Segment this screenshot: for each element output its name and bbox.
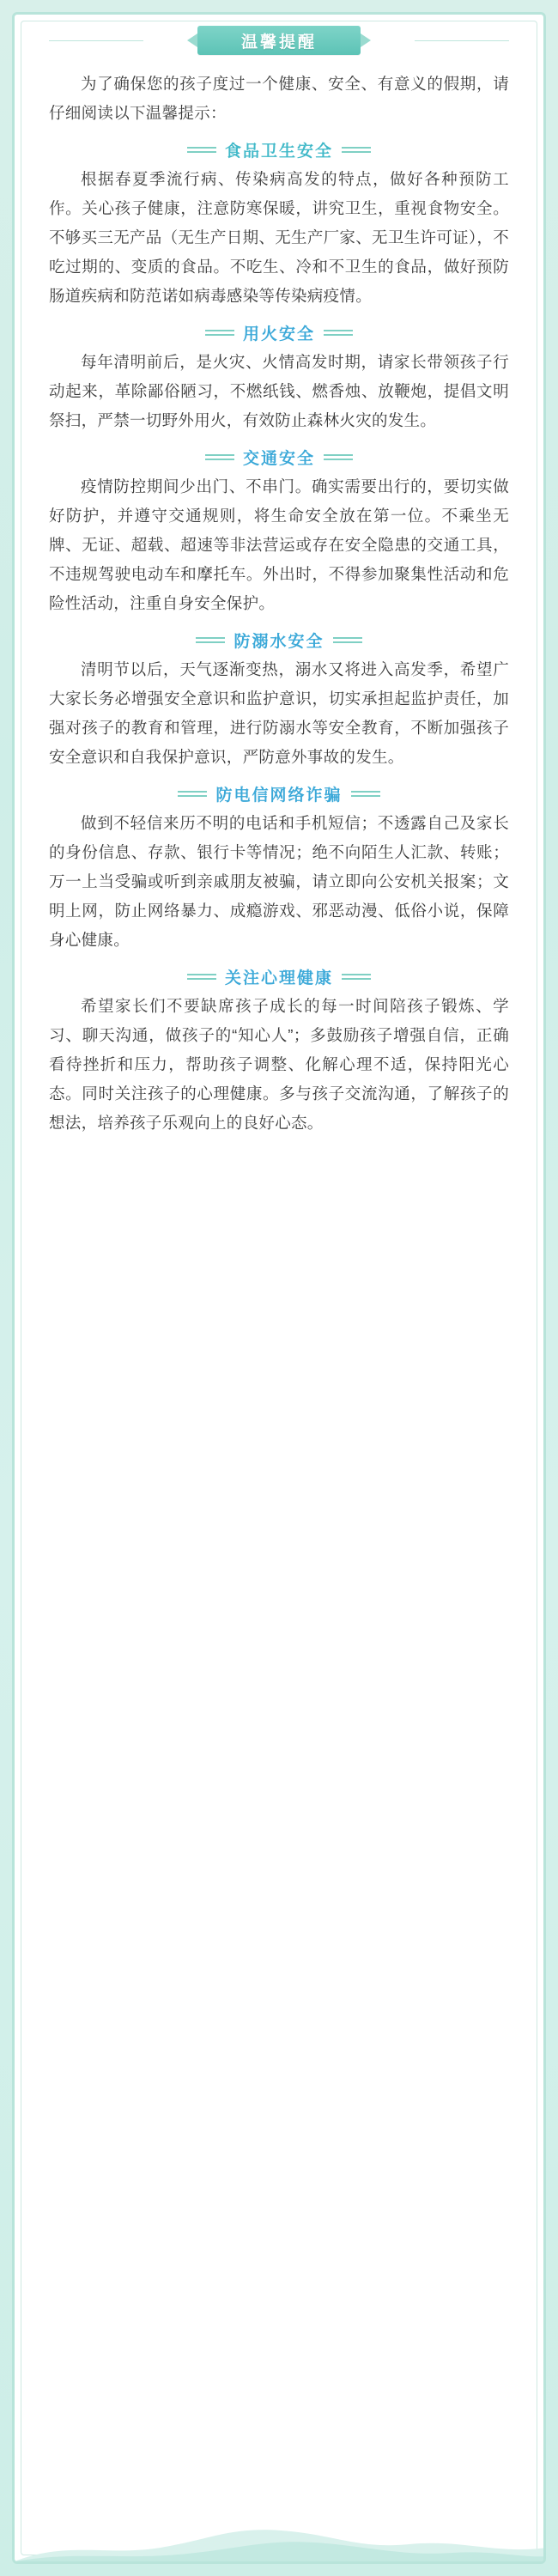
dash-right-icon: [351, 790, 380, 798]
section-body-traffic: 疫情防控期间少出门、不串门。确实需要出行的，要切实做好防护，并遵守交通规则，将生命安全放在第一位。不乘坐无牌、无证、超载、超速等非法营运或存在安全隐患的交通工具，不违规驾驶电动车和摩托车。外出时，不得参加聚集性活动和危险性活动，注重自身安全保护。: [49, 477, 509, 612]
dash-left-icon: [196, 636, 225, 644]
section-header-traffic: [49, 446, 509, 469]
banner-title: 温馨提醒: [240, 33, 317, 52]
section-body-fraud: 做到不轻信来历不明的电话和手机短信；不透露自己及家长的身份信息、存款、银行卡等情况；绝不向陌生人汇款、转账；万一上当受骗或听到亲戚朋友被骗，请立即向公安机关报案；文明上网，防止网络暴力、成瘾游戏、邪恶动漫、低俗小说，保障身心健康。: [49, 814, 509, 949]
header-divider-right: [415, 40, 509, 41]
dash-left-icon: [205, 329, 234, 337]
section-body-mental: 希望家长们不要缺席孩子成长的每一时间陪孩子锻炼、学习、聊天沟通，做孩子的“知心人”；多鼓励孩子增强自信，正确看待挫折和压力，帮助孩子调整、化解心理不适，保持阳光心态。同时关注孩子的心理健康。多与孩子交流沟通，了解孩子的想法，培养孩子乐观向上的良好心态。: [49, 997, 509, 1132]
section-header-food: [49, 138, 509, 161]
dash-left-icon: [187, 973, 216, 981]
ribbon-left-icon: [187, 33, 197, 47]
section-header-fire: [49, 321, 509, 344]
dash-left-icon: [187, 146, 216, 154]
header-divider-left: [49, 40, 143, 41]
dash-right-icon: [324, 329, 353, 337]
header-banner: [197, 26, 361, 55]
section-header-mental: [49, 965, 509, 988]
dash-left-icon: [178, 790, 207, 798]
wave-icon: [15, 2522, 543, 2561]
dash-right-icon: [324, 453, 353, 461]
intro-paragraph: 为了确保您的孩子度过一个健康、安全、有意义的假期，请仔细阅读以下温馨提示：: [49, 75, 509, 122]
footer-wave-decoration: [15, 2510, 543, 2561]
dash-left-icon: [205, 453, 234, 461]
dash-right-icon: [342, 146, 371, 154]
section-title-fire: 用火安全: [242, 325, 315, 343]
section-body-drowning: 清明节以后，天气逐渐变热，溺水又将进入高发季，希望广大家长务必增强安全意识和监护意识，切实承担起监护责任，加强对孩子的教育和管理，进行防溺水等安全教育，不断加强孩子安全意识和自我保护意识，严防意外事故的发生。: [49, 660, 509, 766]
section-header-drowning: [49, 629, 509, 652]
section-body-food: 根据春夏季流行病、传染病高发的特点，做好各种预防工作。关心孩子健康，注意防寒保暖，讲究卫生，重视食物安全。不够买三无产品（无生产日期、无生产厂家、无卫生许可证），不吃过期的、变质的食品。不吃生、冷和不卫生的食品，做好预防肠道疾病和防范诺如病毒感染等传染病疫情。: [49, 170, 509, 305]
header: [15, 15, 543, 66]
section-title-fraud: 防电信网络诈骗: [215, 787, 343, 805]
content: [15, 66, 543, 1138]
notice-card: [12, 12, 546, 2564]
section-title-food: 食品卫生安全: [224, 143, 333, 161]
dash-right-icon: [342, 973, 371, 981]
section-title-traffic: 交通安全: [242, 450, 315, 468]
section-title-mental: 关注心理健康: [224, 969, 333, 987]
section-header-fraud: [49, 782, 509, 805]
ribbon-right-icon: [361, 33, 371, 47]
dash-right-icon: [333, 636, 362, 644]
section-title-drowning: 防溺水安全: [234, 633, 324, 651]
section-body-fire: 每年清明前后，是火灾、火情高发时期，请家长带领孩子行动起来，革除鄙俗陋习，不燃纸钱、燃香烛、放鞭炮，提倡文明祭扫，严禁一切野外用火，有效防止森林火灾的发生。: [49, 353, 509, 429]
